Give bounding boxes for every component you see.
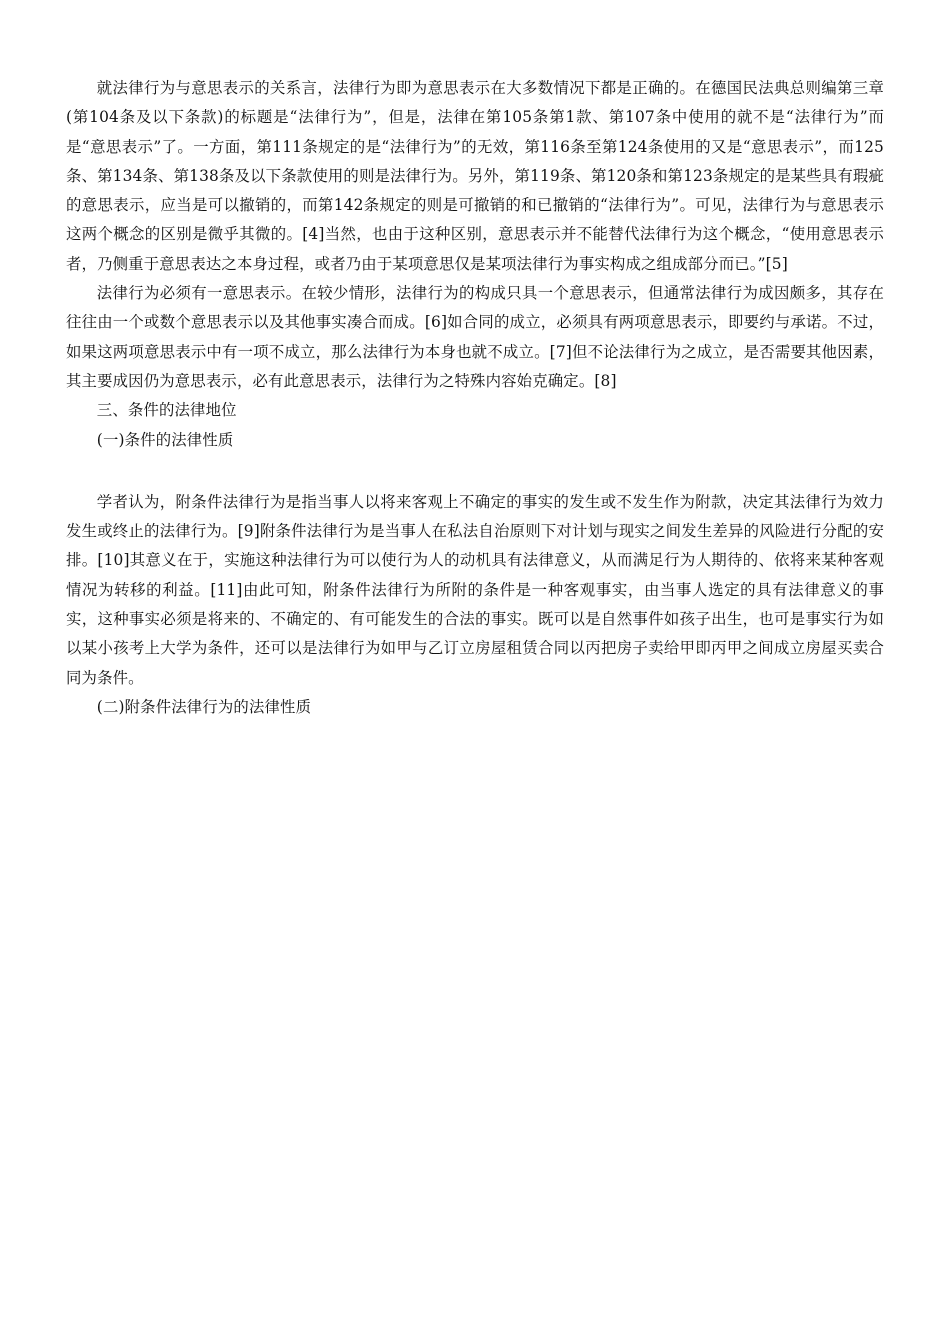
- section-heading-conditions-legal-status: 三、条件的法律地位: [96, 401, 237, 420]
- paragraph-legal-act-and-declaration: 就法律行为与意思表示的关系言，法律行为即为意思表示在大多数情况下都是正确的。在德国民法典总则编第三章(第104条及以下条款)的标题是“法律行为”，但是，法律在第105条第1款、第107条中使用的就不是“法律行为”而是“意思表示”了。一方面，第111条规定的是“法律行为”的无效，第116条至第124条使用的又是“意思表示”，而125条、第134条、第138条及以下条款使用的则是法律行为。另外，第119条、第120条和第123条规定的是某些具有瑕疵的意思表示，应当是可以撤销的，而第142条规定的则是可撤销的和已撤销的“法律行为”。可见，法律行为与意思表示这两个概念的区别是微乎其微的。[4]当然，也由于这种区别，意思表示并不能替代法律行为这个概念，“使用意思表示者，乃侧重于意思表达之本身过程，或者乃由于某项意思仅是某项法律行为事实构成之组成部分而已。”[5]: [66, 79, 884, 273]
- paragraph-conditional-legal-acts: 学者认为，附条件法律行为是指当事人以将来客观上不确定的事实的发生或不发生作为附款，决定其法律行为效力发生或终止的法律行为。[9]附条件法律行为是当事人在私法自治原则下对计划与现实之间发生差异的风险进行分配的安排。[10]其意义在于，实施这种法律行为可以使行为人的动机具有法律意义，从而满足行为人期待的、依将来某种客观情况为转移的利益。[11]由此可知，附条件法律行为所附的条件是一种客观事实，由当事人选定的具有法律意义的事实，这种事实必须是将来的、不确定的、有可能发生的合法的事实。既可以是自然事件如孩子出生，也可是事实行为如以某小孩考上大学为条件，还可以是法律行为如甲与乙订立房屋租赁合同以丙把房子卖给甲即丙甲之间成立房屋买卖合同为条件。: [66, 492, 884, 687]
- paragraph-declaration-requirement: 法律行为必须有一意思表示。在较少情形，法律行为的构成只具一个意思表示，但通常法律行为成因颇多，其存在往往由一个或数个意思表示以及其他事实凑合而成。[6]如合同的成立，必须具有两项意思表示，即要约与承诺。不过，如果这两项意思表示中有一项不成立，那么法律行为本身也就不成立。[7]但不论法律行为之成立，是否需要其他因素，其主要成因仍为意思表示，必有此意思表示，法律行为之特殊内容始克确定。[8]: [66, 284, 884, 390]
- subsection-heading-nature-of-conditional-acts: (二)附条件法律行为的法律性质: [96, 697, 312, 716]
- subsection-heading-legal-nature-of-conditions: (一)条件的法律性质: [96, 430, 234, 449]
